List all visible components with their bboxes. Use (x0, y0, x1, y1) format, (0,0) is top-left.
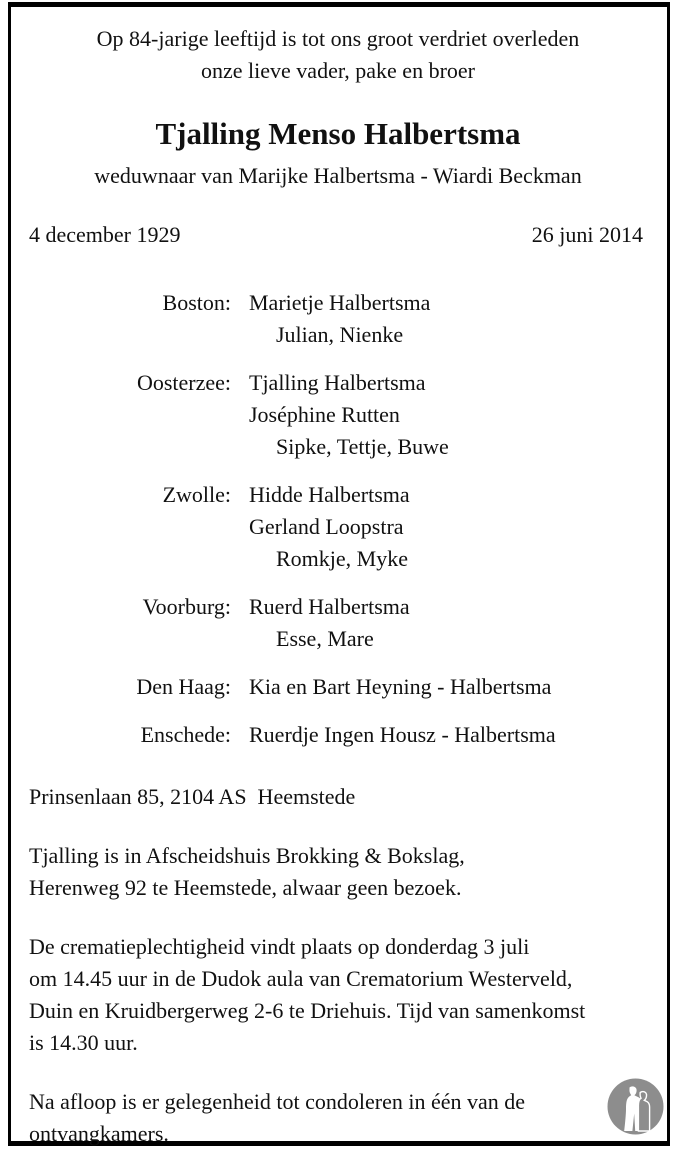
paragraph-line: Tjalling is in Afscheidshuis Brokking & Bokslag, (29, 843, 465, 868)
deceased-name: Tjalling Menso Halbertsma (155, 116, 521, 151)
birth-date: 4 december 1929 (29, 222, 181, 247)
paragraph-line: Herenweg 92 te Heemstede, alwaar geen bezoek. (29, 875, 462, 900)
notice-content (11, 7, 667, 1146)
paragraph-line: is 14.30 uur. (29, 1030, 138, 1055)
family-row-voorburg (29, 591, 647, 655)
intro-lines (29, 23, 647, 87)
embracing-figures-logo-icon (607, 1078, 664, 1135)
family-city-label: Enschede: (140, 722, 231, 747)
family-member-name: Ruerd Halbertsma (249, 594, 410, 619)
paragraph-condolence (29, 1086, 647, 1150)
paragraph-line: Duin en Kruidbergerweg 2-6 te Driehuis. Tijd van samenkomst (29, 998, 586, 1023)
family-city-label: Voorburg: (142, 594, 231, 619)
family-member-partner: Gerland Loopstra (249, 514, 404, 539)
family-row-enschede (29, 719, 647, 751)
paragraph-line: De crematieplechtigheid vindt plaats op donderdag 3 juli (29, 934, 530, 959)
family-row-zwolle (29, 479, 647, 575)
family-city-label: Zwolle: (162, 482, 231, 507)
notice-border-frame (8, 2, 670, 1146)
family-member-name: Marietje Halbertsma (249, 290, 431, 315)
family-city-label: Oosterzee: (136, 370, 231, 395)
family-list (29, 287, 647, 751)
intro-line-1: Op 84-jarige leeftijd is tot ons groot verdriet overleden (96, 26, 580, 51)
paragraph-cremation-ceremony (29, 931, 647, 1059)
family-row-boston (29, 287, 647, 351)
family-member-name: Kia en Bart Heyning - Halbertsma (249, 674, 552, 699)
intro-line-2: onze lieve vader, pake en broer (201, 58, 475, 83)
dates-row (29, 219, 647, 251)
family-children-names: Sipke, Tettje, Buwe (276, 434, 449, 459)
family-member-name: Hidde Halbertsma (249, 482, 410, 507)
family-children-names: Esse, Mare (276, 626, 374, 651)
family-children-names: Julian, Nienke (276, 322, 404, 347)
relation-line: weduwnaar van Marijke Halbertsma - Wiardi Beckman (94, 163, 582, 188)
family-member-name: Tjalling Halbertsma (249, 370, 426, 395)
family-city-label: Boston: (162, 290, 231, 315)
paragraph-line: Na afloop is er gelegenheid tot condoleren in één van de (29, 1089, 526, 1114)
paragraph-line: om 14.45 uur in de Dudok aula van Crematorium Westerveld, (29, 966, 573, 991)
correspondence-address: Prinsenlaan 85, 2104 AS Heemstede (29, 784, 356, 809)
family-city-label: Den Haag: (136, 674, 231, 699)
paragraph-line: ontvangkamers. (29, 1121, 169, 1146)
family-row-oosterzee (29, 367, 647, 463)
family-row-den-haag (29, 671, 647, 703)
paragraph-resting-place (29, 840, 647, 904)
family-member-name: Ruerdje Ingen Housz - Halbertsma (249, 722, 556, 747)
family-member-partner: Joséphine Rutten (249, 402, 400, 427)
death-date: 26 juni 2014 (531, 222, 643, 247)
family-children-names: Romkje, Myke (276, 546, 408, 571)
